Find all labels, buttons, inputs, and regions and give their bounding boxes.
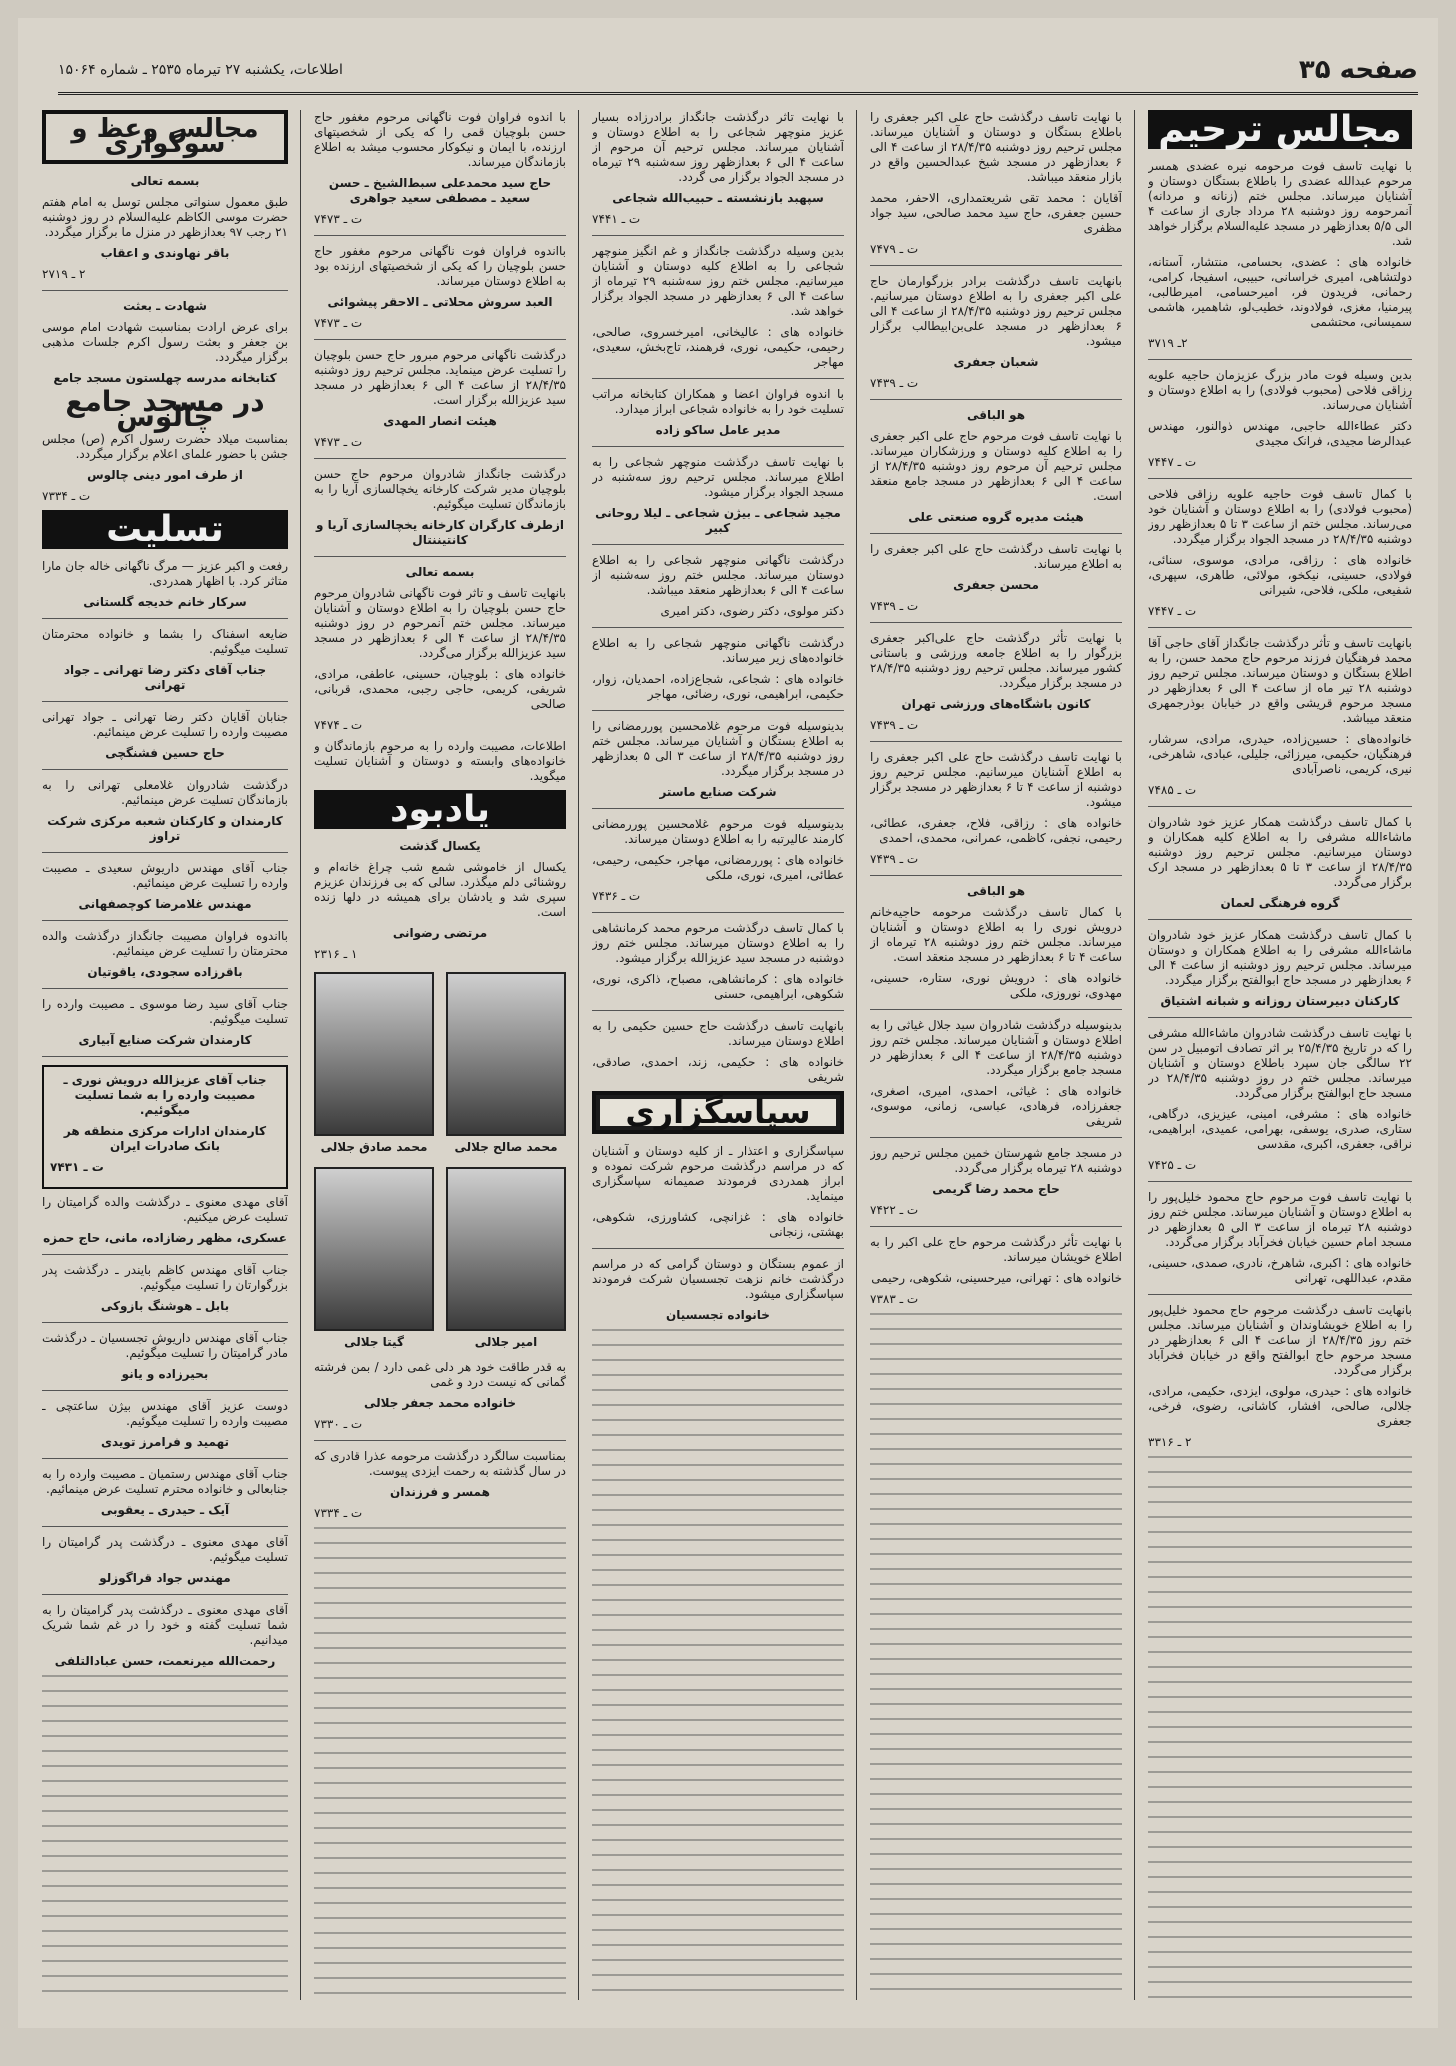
notice-code: ت ـ ۷۴۳۹: [870, 599, 919, 613]
notice-families: خانواده های : بلوچیان، حسینی، عاطفی، مرادی، شریفی، کریمی، حاجی رجبی، محمدی، قربانی، صالحی: [314, 667, 566, 711]
notice-code: ۲ ـ ۳۳۱۶: [1148, 1435, 1192, 1449]
notice-signature: خانواده تجسسیان: [666, 1308, 770, 1322]
notice-text: طبق معمول سنواتی مجلس توسل به امام هفتم حضرت موسی الکاظم علیه‌السلام در روز دوشنبه ۲۱ رجب ۹۷ بعدازظهر در منزل ما برگزار میگردد.: [42, 195, 288, 239]
notice-signature: کتابخانه مدرسه چهلستون مسجد جامع: [53, 371, 277, 385]
notice-text: با کمال تاسف درگذشت مرحومه حاجیه‌خانم درویش نوری را به اطلاع دوستان و آشنایان میرساند. مجلس ختم روز دوشنبه ۲۸ تیرماه از ساعت ۴ تا ۶ بعدازظهر در مسجد منعقد است.: [870, 905, 1122, 964]
divider: [42, 1390, 288, 1391]
notice-text: بمناسبت میلاد حضرت رسول اکرم (ص) مجلس جشن با حضور علمای اعلام برگزار میگردد.: [42, 432, 288, 461]
divider: [42, 769, 288, 770]
notice-families: خانواده های : رزاقی، فلاح، جعفری، عطائی، رحیمی، نجفی، کاظمی، عمرانی، محمدی، احمدی: [870, 816, 1122, 845]
notice-text: با کمال تاسف درگذشت مرحوم محمد کرمانشاهی را به اطلاع دوستان میرساند. مجلس ختم روز دوشنبه در مسجد سید عزیزالله برگزار میشود.: [592, 921, 844, 965]
notice-families: خانواده های : رزاقی، مرادی، موسوی، سنائی، فولادی، حسینی، نیکخو، مولائی، طاهری، سپهری، شفیعی، ملکی، فلاحی، شیرانی: [1148, 553, 1412, 597]
remembrance-banner: یادبود: [314, 790, 566, 829]
page-number: صفحه ۳۵: [1298, 55, 1418, 85]
divider: [42, 1254, 288, 1255]
notice-code: ت ـ ۷۴۳۹: [870, 718, 919, 732]
notice-text: با نهایت تاثر درگذشت جانگداز برادرزاده بسیار عزیز منوچهر شجاعی را به اطلاع دوستان و آشنایان میرساند. مجلس ترحیم آن مرحوم از ساعت ۴ الی ۶ بعدازظهر روز سه‌شنبه ۲۹ تیرماه در مسجد الجواد برگزار می گردد.: [592, 110, 844, 184]
notice-heading: شهادت ـ بعثت: [123, 299, 207, 313]
notice-signature: حاج سید محمدعلی سبط‌الشیخ ـ حسن سعید ـ مصطفی سعید جواهری: [328, 176, 552, 205]
column-3: [592, 110, 844, 2000]
divider: [870, 622, 1122, 623]
divider: [1148, 1294, 1412, 1295]
notice-signature: هیئت انصار المهدی: [383, 414, 497, 428]
notice-text: بانهایت تاسف درگذشت برادر بزرگوارمان حاج علی اکبر جعفری را به اطلاع دوستان میرسانیم. مجلس ترحیم روز دوشنبه ۲۸/۴/۳۵ از ساعت ۴ الی ۶ بعدازظهر در مسجد علی‌بن‌ابیطالب برگزار میشود.: [870, 274, 1122, 348]
divider: [870, 875, 1122, 876]
notice-families: خانواده های : حیدری، مولوی، ایزدی، حکیمی، مرادی، جلالی، صالحی، افشار، کاشانی، رضوی، فرخی، جعفری: [1148, 1384, 1412, 1428]
notice-text: با اندوه فراوان فوت ناگهانی مرحوم مغفور حاج حسن بلوچیان قمی را که یکی از شخصیتهای ارزنده، با ایمان و نیکوکار محسوب میشد به اطلاع بازماندگان میرساند.: [314, 110, 566, 169]
notice-signature: حاج حسین فشنگچی: [105, 746, 225, 760]
divider: [42, 1056, 288, 1057]
notice-signature: مهندس غلامرضا کوچصفهانی: [78, 897, 252, 911]
notice-text: با نهایت تاسف درگذشت منوچهر شجاعی را به اطلاع میرساند. مجلس ترحیم روز سه‌شنبه در مسجد الجواد برگزار میشود.: [592, 455, 844, 499]
notice-heading: یکسال گذشت: [399, 839, 481, 853]
notice-text: بااندوه فراوان فوت ناگهانی مرحوم مغفور حاج حسن بلوچیان را که یکی از شخصیتهای ارزنده بود به اطلاع دوستان میرساند.: [314, 244, 566, 288]
notice-signature: کانون باشگاه‌های ورزشی تهران: [901, 697, 1091, 711]
text-continuation: [870, 1313, 1122, 2000]
photo-card: [314, 972, 434, 1155]
notice-text: دوست عزیز آقای مهندس بیژن ساعتچی ـ مصیبت وارده را تسلیت میگوئیم.: [42, 1399, 288, 1428]
notice-families: خانواده های : حکیمی، زند، احمدی، صادقی، شریفی: [592, 1055, 844, 1084]
divider: [592, 544, 844, 545]
column-rule: [300, 110, 301, 2000]
notice-signature: تهمید و فرامرز تویدی: [101, 1435, 229, 1449]
divider: [1148, 478, 1412, 479]
notice-families: خانواده های : عالیخانی، امیرخسروی، صالحی، رحیمی، حکیمی، نوری، فرهمند، تاج‌بخش، سعیدی، مهاجر: [592, 325, 844, 369]
notice-text: بدین وسیله درگذشت جانگداز و غم انگیز منوچهر شجاعی را به اطلاع کلیه دوستان و آشنایان میرسانیم. مجلس ختم روز سه‌شنبه ۲۹ تیرماه از ساعت ۴ الی ۶ بعدازظهر در مسجد الجواد برگزار خواهد شد.: [592, 244, 844, 318]
divider: [592, 235, 844, 236]
page-header: [58, 48, 1418, 95]
notice-text: رفعت و اکبر عزیز — مرگ ناگهانی خاله جان مارا متاثر کرد. با اظهار همدردی.: [42, 559, 288, 588]
divider: [592, 1248, 844, 1249]
notice-text: بمناسبت سالگرد درگذشت مرحومه عذرا قادری که در سال گذشته به رحمت ایزدی پیوست.: [314, 1449, 566, 1478]
notice-signature: بابل ـ هوشنگ بازوکی: [100, 1299, 230, 1313]
notice-signature: بحیرزاده و یانو: [121, 1367, 209, 1381]
notice-text: از عموم بستگان و دوستان گرامی که در مراسم درگذشت خانم نزهت تجسسیان شرکت فرمودند سپاسگزاری میشود.: [592, 1257, 844, 1301]
divider: [42, 701, 288, 702]
divider: [314, 339, 566, 340]
notice-text: بانهایت تاسف و تاثر فوت ناگهانی شادروان مرحوم حاج حسن بلوچیان را به اطلاع دوستان و آشنایان میرساند. مجلس ختم آنمرحوم در روز دوشنبه ۲۸/۴/۳۵ از ساعت ۴ الی ۶ بعدازظهر در مسجد سید عزیزالله برگزار می‌گردد.: [314, 586, 566, 660]
notice-text: بانهایت تاسف و تأثر درگذشت جانگداز آقای حاجی آقا محمد فرهنگیان فرزند مرحوم حاج محمد حسن، را به اطلاع بستگان و دوستان میرساند. مجلس ترحیم روز دوشنبه ۲۸ تیر ماه از ساعت ۴ الی ۶ بعدازظهر در مسجد مرحوم قریشی واقع در خیابان بوذرجمهری منعقد میباشد.: [1148, 636, 1412, 725]
memorial-services-banner: مجالس ترحیم: [1148, 110, 1412, 149]
notice-signature: حاج محمد رضا گریمی: [932, 1182, 1060, 1196]
notice-signature: از طرف امور دینی چالوس: [87, 468, 243, 482]
condolence-banner: تسلیت: [42, 510, 288, 549]
notice-code: ت ـ ۷۴۷۹: [870, 242, 919, 256]
notice-families: خانواده های : درویش نوری، ستاره، حسینی، مهدوی، نوروزی، ملکی: [870, 971, 1122, 1000]
notice-text: جناب آقای مهندس کاظم بایندر ـ درگذشت پدر بزرگوارتان را تسلیت میگوئیم.: [42, 1263, 288, 1292]
notice-text: بدین وسیله فوت مادر بزرگ عزیزمان حاجیه علویه رزاقی فلاحی (محبوب فولادی) را به اطلاع دوستان و آشنایان می‌رساند.: [1148, 368, 1412, 412]
divider: [42, 1458, 288, 1459]
notice-signature: باقر نهاوندی و اعقاب: [100, 246, 230, 260]
notice-text: با اندوه فراوان اعضا و همکاران کتابخانه مراتب تسلیت خود را به خانواده شجاعی ابراز میدارد.: [592, 387, 844, 416]
divider: [42, 1322, 288, 1323]
notice-code: ت ـ ۷۴۳۹: [870, 852, 919, 866]
text-continuation: [314, 1527, 566, 2000]
newspaper-page: [18, 18, 1438, 2028]
notice-code: ت ـ ۷۴۳۱: [50, 1160, 104, 1174]
column-4: [314, 110, 566, 2000]
notice-text: ضایعه اسفناک را بشما و خانواده محترمتان تسلیت میگوئیم.: [42, 627, 288, 656]
divider: [592, 378, 844, 379]
notice-families: خانواده های : مشرفی، امینی، عیزیزی، درگاهی، ستاری، صدری، یوسفی، بهرامی، عمیدی، ابراهیمی، نراقی، جعفری، اکبری، مقدسی: [1148, 1107, 1412, 1151]
notice-code: ت ـ ۷۴۴۱: [592, 212, 641, 226]
thanks-banner: [592, 1091, 844, 1134]
condolence-box: [42, 1065, 288, 1189]
divider: [42, 1526, 288, 1527]
photo-card: [446, 1167, 566, 1350]
divider: [42, 852, 288, 853]
notice-code: ۲ ـ ۲۷۱۹: [42, 267, 86, 281]
notice-code: ت ـ ۷۴۷۴: [314, 718, 363, 732]
notice-text: بااندوه فراوان مصیبت جانگداز درگذشت والده محترمتان را تسلیت عرض مینمائیم.: [42, 929, 288, 958]
notice-text: با نهایت تاسف درگذشت حاج علی اکبر جعفری را به اطلاع آشنایان میرسانیم. مجلس ترحیم روز دوشنبه از ساعت ۴ تا ۶ بعدازظهر در مسجد برگزار میشود.: [870, 750, 1122, 809]
divider: [1148, 1017, 1412, 1018]
divider: [870, 1226, 1122, 1227]
notice-text: جناب آقای سید رضا موسوی ـ مصیبت وارده را تسلیت میگوئیم.: [42, 997, 288, 1026]
memorial-photos: [314, 972, 566, 1350]
notice-signature: آیک ـ حیدری ـ یعقوبی: [100, 1503, 230, 1517]
photo-caption: امیر جلالی: [474, 1335, 538, 1349]
notice-signature: هیئت مدیره گروه صنعتی علی: [908, 510, 1084, 524]
notice-code: ت ـ ۷۴۸۵: [1148, 783, 1197, 797]
divider: [870, 399, 1122, 400]
notice-heading: بسمه تعالی: [130, 174, 200, 188]
notice-text: آقای مهدی معنوی ـ درگذشت پدر گرامیتان را به شما تسلیت گفته و خود را در غم شما شریک میدانیم.: [42, 1603, 288, 1647]
notice-text: در مسجد جامع شهرستان خمین مجلس ترحیم روز دوشنبه ۲۸ تیرماه برگزار می‌گردد.: [870, 1146, 1122, 1175]
notice-text: با نهایت تأثر درگذشت مرحوم حاج علی اکبر را به اطلاع خویشان میرساند.: [870, 1235, 1122, 1264]
notice-text: با نهایت تأثر درگذشت حاج علی‌اکبر جعفری بزرگوار را به اطلاع جامعه ورزشی و باستانی کشور میرساند. مجلس ترحیم روز دوشنبه ۲۸/۴/۳۵ در مسجد برگزار میگردد.: [870, 631, 1122, 690]
thanks-banner-title: سپاسگزاری: [600, 1099, 836, 1126]
notice-signature: دکتر عطاءالله حاجبی، مهندس ذوالنور، مهندس عبدالرضا مجیدی، فرانک مجیدی: [1148, 419, 1412, 448]
notice-text: با نهایت تاسف فوت مرحوم حاج محمود خلیل‌پور را به اطلاع دوستان و آشنایان میرساند. مجلس ختم روز دوشنبه ۲۸ تیرماه از ساعت ۳ الی ۵ بعدازظهر در مسجد امام حسین خیابان فخرآباد برگزار می‌گردد.: [1148, 1190, 1412, 1249]
notice-text: بدینوسیله درگذشت شادروان سید جلال غیاثی را به اطلاع دوستان و آشنایان میرساند. مجلس ختم روز دوشنبه ۲۸/۴/۳۵ از ساعت ۴ الی ۶ بعدازظهر در مسجد جامع برگزار میگردد.: [870, 1018, 1122, 1077]
notice-signature: مرتضی رضوانی: [392, 926, 488, 940]
notice-text: یکسال از خاموشی شمع شب چراغ خانه‌ام و روشنائی دلم میگذرد. سالی که بی فرزندان عزیزم سپری شد و یادشان برای همیشه در دلها زنده است.: [314, 860, 566, 919]
notice-signature: گروه فرهنگی لعمان: [1220, 896, 1340, 910]
notice-families: خانواده های : غیاثی، احمدی، امیری، اصغری، جعفرزاده، فرهادی، عباسی، زمانی، موسوی، شریفی: [870, 1084, 1122, 1128]
notice-text: بدینوسیله فوت مرحوم غلامحسین پوررمضانی را به اطلاع بستگان و آشنایان میرساند. مجلس ختم روز دوشنبه ۲۸/۴/۳۵ از ساعت ۳ الی ۵ بعدازظهر در مسجد برگزار میگردد.: [592, 719, 844, 778]
divider: [42, 988, 288, 989]
divider: [314, 556, 566, 557]
notice-text: درگذشت ناگهانی منوچهر شجاعی را به اطلاع دوستان میرساند. مجلس ختم روز سه‌شنبه از ساعت ۴ الی ۶ بعدازظهر منعقد میباشد.: [592, 553, 844, 597]
notice-signature: العبد سروش محلاتی ـ الاحقر پیشوائی: [327, 295, 553, 309]
column-5: [42, 110, 288, 2000]
divider: [1148, 627, 1412, 628]
notice-code: ت ـ ۷۴۷۳: [314, 316, 363, 330]
notice-signature: همسر و فرزندان: [390, 1485, 490, 1499]
notice-signature: مجید شجاعی ـ بیژن شجاعی ـ لیلا روحانی کبیر: [595, 506, 841, 535]
divider: [592, 446, 844, 447]
divider: [42, 1594, 288, 1595]
notice-text: بدینوسیله فوت مرحوم غلامحسین پوررمضانی کارمند عالیرتبه را به اطلاع دوستان میرساند.: [592, 817, 844, 846]
photo-card: [446, 972, 566, 1155]
divider: [314, 458, 566, 459]
portrait-photo: [446, 972, 566, 1136]
column-1: [1148, 110, 1412, 2000]
notice-signature: جناب آقای دکتر رضا تهرانی ـ جواد تهرانی: [63, 663, 267, 692]
divider: [314, 235, 566, 236]
divider: [1148, 919, 1412, 920]
column-rule: [1134, 110, 1135, 2000]
notice-code: ت ـ ۷۳۳۰: [314, 1417, 363, 1431]
notice-text: سپاسگزاری و اعتذار ـ از کلیه دوستان و آشنایان که در مراسم درگذشت مرحوم شرکت نموده و ابراز همدردی فرمودند صمیمانه سپاسگزاری مینماید.: [592, 1144, 844, 1203]
notice-code: ت ـ ۷۴۳۹: [870, 376, 919, 390]
notice-text: با نهایت تاسف درگذشت حاج علی اکبر جعفری را باطلاع بستگان و دوستان و آشنایان میرساند. مجلس ترحیم روز دوشنبه ۲۸/۴/۳۵ از ساعت ۴ الی ۶ بعدازظهر در مسجد شیخ عبدالحسین واقع در بازار منعقد میباشد.: [870, 110, 1122, 184]
notice-signature: شعبان جعفری: [953, 355, 1039, 369]
notice-text: به قدر طاقت خود هر دلی غمی دارد / بمن فرشته گمانی که نیست درد و غمی: [314, 1360, 566, 1389]
notice-code: ت ـ ۷۴۷۳: [314, 212, 363, 226]
notice-code: ت ـ ۷۳۳۴: [42, 489, 91, 503]
notice-families: خانواده های : اکبری، شاهرخ، نادری، صمدی، حسینی، مقدم، عبداللهی، تهرانی: [1148, 1256, 1412, 1285]
divider: [42, 618, 288, 619]
divider: [1148, 1181, 1412, 1182]
divider: [592, 808, 844, 809]
notice-text: جنابان آقایان دکتر رضا تهرانی ـ جواد تهرانی مصیبت وارده را تسلیت عرض مینمائیم.: [42, 710, 288, 739]
notice-signature: سرکار خانم خدیجه گلستانی: [83, 595, 247, 609]
portrait-photo: [314, 972, 434, 1136]
notice-text: درگذشت شادروان غلامعلی تهرانی را به بازماندگان تسلیت عرض مینمائیم.: [42, 778, 288, 807]
notice-text: جناب آقای مهندس رستمیان ـ مصیبت وارده را به جنابعالی و خانواده محترم تسلیت عرض مینمائیم.: [42, 1467, 288, 1496]
divider: [592, 627, 844, 628]
notice-signature: خانواده محمد جعفر جلالی: [363, 1396, 517, 1410]
portrait-photo: [314, 1167, 434, 1331]
divider: [870, 265, 1122, 266]
divider: [1148, 806, 1412, 807]
issue-info: اطلاعات، یکشنبه ۲۷ تیرماه ۲۵۳۵ ـ شماره ۱۵۰۶۴: [58, 62, 343, 78]
notice-code: ت ـ ۷۴۷۳: [314, 435, 363, 449]
text-continuation: [42, 1675, 288, 2000]
notice-text: اطلاعات، مصیبت وارده را به مرحوم بازماندگان و خانواده‌های وابسته و دوستان و آشنایان تسلیت میگوید.: [314, 739, 566, 783]
notice-heading: هو الباقی: [966, 408, 1026, 422]
notice-code: ت ـ ۷۴۴۷: [1148, 455, 1197, 469]
notice-heading: هو الباقی: [966, 884, 1026, 898]
notice-code: ۱ ـ ۲۳۱۶: [314, 947, 358, 961]
notice-code: ت ـ ۷۴۲۵: [1148, 1158, 1197, 1172]
notice-heading: بسمه تعالی: [405, 565, 475, 579]
notice-signature: عسکری، مظهر رضازاده، مانی، حاج حمزه: [43, 1231, 287, 1245]
column-rule: [856, 110, 857, 2000]
notice-code: ت ـ ۷۴۳۶: [592, 889, 641, 903]
notice-text: جناب آقای مهندس داریوش سعیدی ـ مصیبت وارده را تسلیت عرض مینمائیم.: [42, 861, 288, 890]
notice-families: خانواده های : غزانچی، کشاورزی، شکوهی، بهشتی، زنجانی: [592, 1210, 844, 1239]
notice-families: خانواده های : شجاعی، شجاع‌زاده، احمدیان، زوار، حکیمی، ابراهیمی، نوری، رضائی، مهاجر: [592, 672, 844, 701]
notice-families: خانواده های : تهرانی، میرحسینی، شکوهی، رحیمی: [871, 1271, 1122, 1285]
notice-families: خانواده های : پوررمضانی، مهاجر، حکیمی، رحیمی، عطائی، امیری، نوری، ملکی: [592, 853, 844, 882]
divider: [870, 1137, 1122, 1138]
divider: [42, 290, 288, 291]
notice-signature: کارکنان دبیرستان روزانه و شبانه اشتیاق: [1160, 994, 1400, 1008]
notice-code: ت ـ ۷۳۳۴: [314, 1506, 363, 1520]
notice-signature: باقرزاده سجودی، یاقوتیان: [87, 965, 243, 979]
notice-code: ت ـ ۷۴۴۷: [1148, 604, 1197, 618]
divider: [592, 912, 844, 913]
notice-text: بانهایت تاسف درگذشت حاج حسین حکیمی را به اطلاع دوستان میرساند.: [592, 1019, 844, 1048]
photo-caption: محمد صادق جلالی: [320, 1140, 428, 1154]
divider: [42, 920, 288, 921]
notice-text: با نهایت تاسف درگذشت شادروان ماشاءالله مشرفی را که در تاریخ ۲۵/۴/۳۵ بر اثر تصادف اتومبیل در سن ۲۲ سالگی جان سپرد باطلاع دوستان و آشنایان میرساند. مجلس ختم در روز دوشنبه ۲۸/۴/۳۵ در مسجد حاج ابوالفتح برگزار می‌گردد.: [1148, 1026, 1412, 1100]
notice-signature: کارمندان ادارات مرکزی منطقه هر بانک صادرات ایران: [63, 1124, 267, 1153]
text-continuation: [1148, 1456, 1412, 2000]
sermons-banner: مجالس وعظ و سوگواری: [42, 110, 288, 164]
notice-signature: ازطرف کارگران کارخانه یخچالسازی آریا و کانتیننتال: [315, 518, 565, 547]
notice-text: درگذشت ناگهانی منوچهر شجاعی را به اطلاع خانواده‌های زیر میرساند.: [592, 636, 844, 665]
notice-signature: محسن جعفری: [953, 578, 1039, 592]
notice-families: آقایان : محمد تقی شریعتمداری، الاحفر، محمد حسین جعفری، حاج سید محمد صالحی، سید جواد مظفری: [870, 191, 1122, 235]
text-continuation: [592, 1329, 844, 2000]
notice-families: خانواده‌های : حسین‌زاده، حیدری، مرادی، سرشار، فرهنگیان، حکیمی، میرزائی، جلیلی، عبادی، شاهرخی، نیری، کریمی، ناصرآبادی: [1148, 732, 1412, 776]
divider: [314, 1440, 566, 1441]
column-rule: [578, 110, 579, 2000]
photo-caption: محمد صالح جلالی: [454, 1140, 558, 1154]
notice-signature: کارمندان شرکت صنایع آبیاری: [78, 1033, 252, 1047]
notice-code: ۲ـ ۳۷۱۹: [1148, 336, 1188, 350]
notice-text: با نهایت تاسف فوت مرحومه نیره عضدی همسر مرحوم عبدالله عضدی را باطلاع بستگان دوستان و آشنایان میرساند. مجلس ختم (زنانه و مردانه) آنمرحومه روز دوشنبه ۲۸ مرداد جاری از ساعت ۴ الی ۵/۵ بعدازظهر در مسجد علیه‌السلام برگزار خواهد شد.: [1148, 159, 1412, 248]
divider: [870, 533, 1122, 534]
divider: [592, 1010, 844, 1011]
divider: [1148, 359, 1412, 360]
notice-text: بانهایت تاسف درگذشت مرحوم حاج محمود خلیل‌پور را به اطلاع خویشاوندان و آشنایان میرساند. مجلس ختم روز ۲۸/۴/۳۵ از ساعت ۴ الی ۶ بعدازظهر در مسجد مرحوم حاج ابوالفتح واقع در خیابان فخرآباد برگزار می‌گردد.: [1148, 1303, 1412, 1377]
notice-families: خانواده های : عضدی، بحسامی، منتشار، آستانه، دولتشاهی، امیری خراسانی، حبیبی، اسفیجا، کرامی، رحمانی، فریدون فر، امیرحسامی، امیرطالبی، پیرمنیا، مغزی، فولادوند، خطیب‌لو، شاهمیر، هاشمی سمیسانی، محتشمی: [1148, 255, 1412, 329]
notice-signature: سپهبد بازنشسته ـ حبیب‌الله شجاعی: [612, 191, 824, 205]
notice-code: ت ـ ۷۳۸۳: [870, 1292, 919, 1306]
notice-signature: شرکت صنایع ماستر: [659, 785, 777, 799]
divider: [870, 741, 1122, 742]
mosque-headline: در مسجد جامع چالوس: [65, 385, 265, 433]
photo-card: [314, 1167, 434, 1350]
notice-signature: مدیر عامل ساکو زاده: [655, 423, 781, 437]
notice-text: آقای مهدی معنوی ـ درگذشت والده گرامیتان را تسلیت عرض میکنیم.: [42, 1195, 288, 1224]
notice-text: جناب آقای مهندس داریوش تجسسیان ـ درگذشت مادر گرامیتان را تسلیت میگوئیم.: [42, 1331, 288, 1360]
notice-text: با کمال تاسف درگذشت همکار عزیز خود شادروان ماشاءالله مشرفی را به اطلاع کلیه همکاران و دوستان میرسانیم. مجلس ترحیم روز دوشنبه ۲۸/۴/۳۵ از ساعت ۳ تا ۵ بعدازظهر در مسجد ارک برگزار می‌گردد.: [1148, 815, 1412, 889]
notice-signature: کارمندان و کارکنان شعبه مرکزی شرکت تراوز: [47, 814, 283, 843]
column-2: [870, 110, 1122, 2000]
portrait-photo: [446, 1167, 566, 1331]
notice-text: جناب آقای عزیزالله درویش نوری ـ مصیبت وارده را به شما تسلیت میگوئیم.: [63, 1073, 267, 1117]
notice-text: برای عرض ارادت بمناسبت شهادت امام موسی بن جعفر و بعثت رسول اکرم جلسات مذهبی برگزار میگردد.: [42, 320, 288, 364]
notice-text: با کمال تاسف درگذشت همکار عزیز خود شادروان ماشاءالله مشرفی را به اطلاع همکاران و دوستان میرساند. مجلس ترحیم روز دوشنبه از ساعت ۴ الی ۶ بعدازظهر در مسجد حاج ابوالفتح برگزار میگردد.: [1148, 928, 1412, 987]
photo-caption: گیتا جلالی: [344, 1335, 404, 1349]
notice-signature: مهندس جواد قراگوزلو: [99, 1571, 231, 1585]
notice-text: درگذشت ناگهانی مرحوم مبرور حاج حسن بلوچیان را تسلیت عرض مینماید. مجلس ترحیم روز دوشنبه ۲۸/۴/۳۵ از ساعت ۴ الی ۶ بعدازظهر در مسجد سید عزیزالله برگزار است.: [314, 348, 566, 407]
notice-text: با کمال تاسف فوت حاجیه علویه رزاقی فلاحی (محبوب فولادی) را به اطلاع دوستان و آشنایان خود می‌رساند. مجلس ختم از ساعت ۳ تا ۵ بعدازظهر روز دوشنبه ۲۸/۴/۳۵ در مسجد الجواد برگزار میگردد.: [1148, 487, 1412, 546]
divider: [870, 1009, 1122, 1010]
notice-text: درگذشت جانگداز شادروان مرحوم حاج حسن بلوچیان مدیر شرکت کارخانه یخچالسازی آریا را به بازماندگان تسلیت میگوئیم.: [314, 467, 566, 511]
notice-text: با نهایت تاسف درگذشت حاج علی اکبر جعفری را به اطلاع میرساند.: [870, 542, 1122, 571]
notice-families: دکتر مولوی، دکتر رضوی، دکتر امیری: [660, 604, 844, 618]
notice-signature: رحمت‌الله میرنعمت، حسن عبادالتلفی: [54, 1654, 276, 1668]
notice-text: آقای مهدی معنوی ـ درگذشت پدر گرامیتان را تسلیت میگوئیم.: [42, 1535, 288, 1564]
notice-families: خانواده های : کرمانشاهی، مصباح، ذاکری، نوری، شکوهی، ابراهیمی، حسنی: [592, 972, 844, 1001]
notice-text: با نهایت تاسف فوت مرحوم حاج علی اکبر جعفری را به اطلاع کلیه دوستان و ورزشکاران میرساند. مجلس ترحیم آن مرحوم روز دوشنبه ۲۸/۴/۳۵ از ساعت ۴ الی ۶ بعدازظهر در مسجد جامع منعقد است.: [870, 429, 1122, 503]
divider: [592, 710, 844, 711]
notice-code: ت ـ ۷۴۲۲: [870, 1203, 919, 1217]
